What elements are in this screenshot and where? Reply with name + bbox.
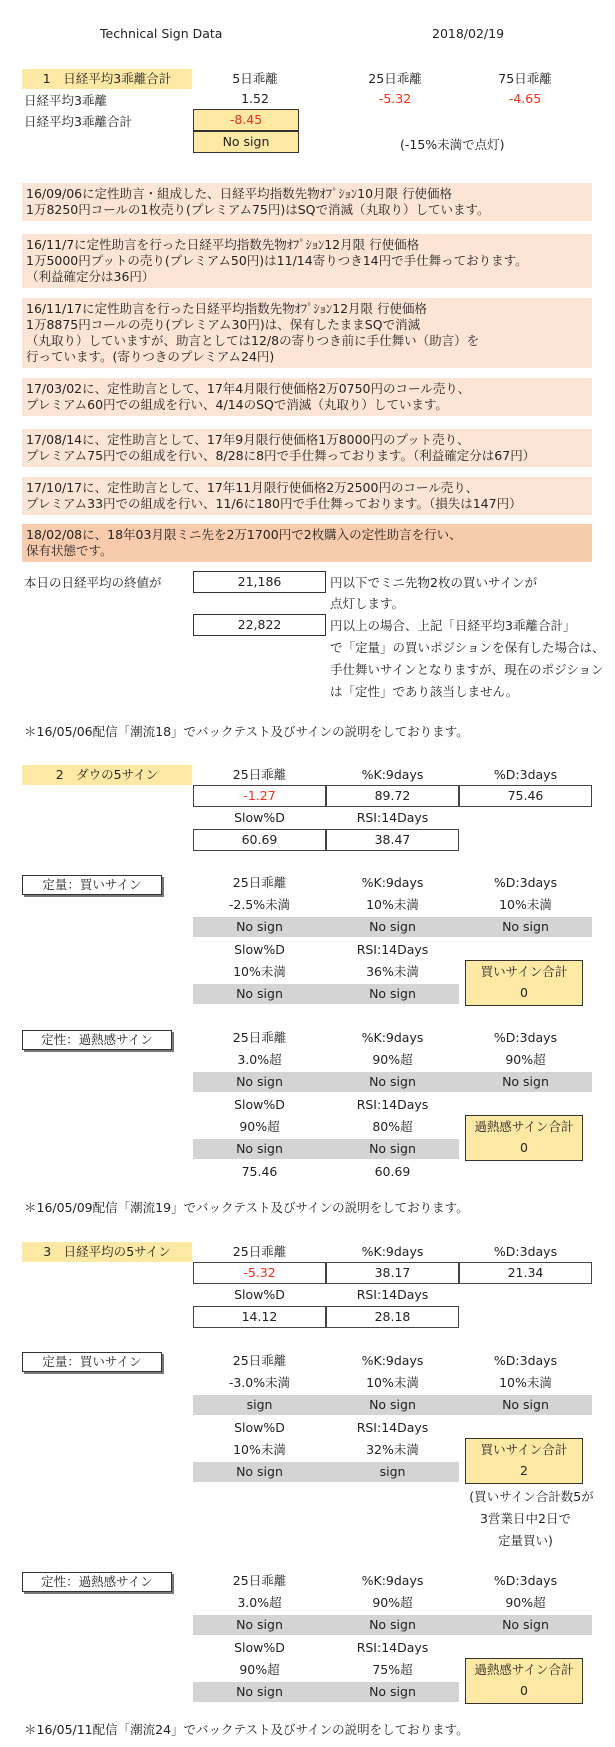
s2-over-sig-25d: No sign: [236, 1074, 283, 1089]
s3-over-total-value: 0: [520, 1683, 528, 1698]
s3-over-cond-rsi: 75%超: [372, 1662, 413, 1677]
s2-over-col-d: %D:3days: [493, 1030, 558, 1045]
s2-buy-sig-d: No sign: [502, 919, 549, 934]
s3-col-slowd: Slow%D: [234, 1287, 285, 1302]
s3-buy-cond-d: 10%未満: [499, 1375, 552, 1390]
s3-val-rsi: 28.18: [374, 1309, 411, 1324]
s3-buy-note-2: 3営業日中2日で: [480, 1511, 571, 1526]
s2-buy-col-25d: 25日乖離: [232, 875, 287, 890]
s3-val-25d: -5.32: [243, 1265, 276, 1280]
s2-buy-sig-k: No sign: [369, 919, 416, 934]
close-text-2c: 手仕舞いサインとなりますが、現在のポジション: [330, 662, 604, 677]
s3-val-k: 38.17: [374, 1265, 411, 1280]
close-reference: ＊16/05/06配信「潮流18」でバックテスト及びサインの説明をしております。: [24, 724, 469, 739]
s2-over-label: 定性：過熱感サイン: [22, 1030, 172, 1050]
s3-over-sig-k: No sign: [369, 1617, 416, 1632]
s3-val-d: 21.34: [507, 1265, 544, 1280]
s2-buy-sig-25d: No sign: [236, 919, 283, 934]
s2-buy-sig-slowd: No sign: [236, 986, 283, 1001]
s2-over-extra-slowd: 75.46: [241, 1164, 278, 1179]
s3-col-d: %D:3days: [493, 1244, 558, 1259]
s3-buy-total-label: 買いサイン合計: [480, 1442, 568, 1457]
s1-value-5d: 1.52: [241, 91, 269, 106]
s2-over-col-k: %K:9days: [361, 1030, 424, 1045]
s3-buy-col-rsi: RSI:14Days: [356, 1420, 429, 1435]
s3-col-rsi: RSI:14Days: [356, 1287, 429, 1302]
s2-buy-total: [465, 960, 583, 1006]
s1-value-75d: -4.65: [508, 91, 542, 106]
s2-over-cond-slowd: 90%超: [239, 1119, 280, 1134]
s2-col-25d: 25日乖離: [232, 767, 287, 782]
s3-over-col-k: %K:9days: [361, 1573, 424, 1588]
s2-buy-total-value: 0: [520, 985, 528, 1000]
close-label: 本日の日経平均の終値が: [24, 575, 162, 590]
s2-col-k: %K:9days: [361, 767, 424, 782]
s2-over-sig-rsi: No sign: [369, 1141, 416, 1156]
s3-over-sig-slowd: No sign: [236, 1684, 283, 1699]
close-value-2: 22,822: [193, 614, 326, 636]
s2-over-cond-25d: 3.0%超: [237, 1052, 282, 1067]
s2-buy-cond-slowd: 10%未満: [233, 964, 286, 979]
section2-heading: 2 ダウの5サイン: [22, 765, 192, 785]
s3-buy-sig-d: No sign: [502, 1397, 549, 1412]
s2-over-total-label: 過熱感サイン合計: [474, 1119, 574, 1134]
close-text-2a: 円以上の場合、上記「日経平均3乖離合計」: [330, 618, 576, 633]
s2-over-total: [465, 1115, 583, 1161]
s2-over-sig-d: No sign: [502, 1074, 549, 1089]
s3-col-25d: 25日乖離: [232, 1244, 287, 1259]
s2-over-total-value: 0: [520, 1140, 528, 1155]
close-text-1a: 円以下でミニ先物2枚の買いサインが: [330, 575, 538, 590]
s1-sum-value: -8.45: [193, 109, 299, 131]
note-item: 16/09/06に定性助言・組成した、日経平均指数先物ｵﾌﾟｼｮﾝ10月限 行使価格 1万8250円コールの1枚売り(プレミアム75円)はSQで消滅（丸取り）しています。: [22, 183, 592, 221]
s3-over-sig-25d: No sign: [236, 1617, 283, 1632]
page-date: 2018/02/19: [432, 26, 505, 41]
s2-col-slowd: Slow%D: [234, 810, 285, 825]
s2-val-k: 89.72: [374, 788, 411, 803]
s3-buy-total: [465, 1438, 583, 1484]
note-item: 18/02/08に、18年03月限ミニ先を2万1700円で2枚購入の定性助言を行い、 保有状態です。: [22, 524, 592, 562]
s2-buy-sig-rsi: No sign: [369, 986, 416, 1001]
s2-over-col-slowd: Slow%D: [234, 1097, 285, 1112]
s3-over-col-slowd: Slow%D: [234, 1640, 285, 1655]
note-item: 17/10/17に、定性助言として、17年11月限行使価格2万2500円のコール売り、 プレミアム33円での組成を行い、11/6に180円で手仕舞っております。（損失は147円）: [22, 477, 592, 515]
s3-buy-total-value: 2: [520, 1463, 528, 1478]
s3-buy-sig-25d: sign: [246, 1397, 273, 1412]
s1-col-75d: 75日乖離: [498, 71, 552, 86]
s2-buy-total-label: 買いサイン合計: [480, 964, 568, 979]
s3-col-k: %K:9days: [361, 1244, 424, 1259]
s2-buy-col-k: %K:9days: [361, 875, 424, 890]
close-text-2b: で「定量」の買いポジションを保有した場合は、: [330, 640, 605, 655]
s2-col-rsi: RSI:14Days: [356, 810, 429, 825]
s1-sign: No sign: [193, 131, 299, 153]
s1-value-25d: -5.32: [378, 91, 412, 106]
s2-buy-cond-25d: -2.5%未満: [228, 897, 291, 912]
s2-buy-cond-k: 10%未満: [366, 897, 419, 912]
s1-sum-label: 日経平均3乖離合計: [24, 114, 132, 129]
s3-buy-sig-slowd: No sign: [236, 1464, 283, 1479]
s1-col-5d: 5日乖離: [232, 71, 278, 86]
s2-over-sig-k: No sign: [369, 1074, 416, 1089]
s2-over-extra-rsi: 60.69: [374, 1164, 411, 1179]
s2-col-d: %D:3days: [493, 767, 558, 782]
s3-over-cond-d: 90%超: [505, 1595, 546, 1610]
s2-val-rsi: 38.47: [374, 832, 411, 847]
s3-over-sig-rsi: No sign: [369, 1684, 416, 1699]
s3-buy-cond-k: 10%未満: [366, 1375, 419, 1390]
s3-over-total-label: 過熱感サイン合計: [474, 1662, 574, 1677]
s3-val-slowd: 14.12: [241, 1309, 278, 1324]
s2-buy-col-d: %D:3days: [493, 875, 558, 890]
s2-over-cond-d: 90%超: [505, 1052, 546, 1067]
s3-buy-sig-k: No sign: [369, 1397, 416, 1412]
s3-reference: ＊16/05/11配信「潮流24」でバックテスト及びサインの説明をしております。: [24, 1722, 469, 1737]
s3-buy-note-3: 定量買い): [498, 1533, 553, 1548]
close-text-1b: 点灯します。: [330, 596, 405, 611]
s2-over-cond-rsi: 80%超: [372, 1119, 413, 1134]
page-title: Technical Sign Data: [100, 26, 223, 41]
note-item: 17/03/02に、定性助言として、17年4月限行使価格2万0750円のコール売り、 プレミアム60円での組成を行い、4/14のSQで消滅（丸取り）しています。: [22, 378, 592, 416]
close-value-1: 21,186: [193, 571, 326, 593]
s2-buy-col-slowd: Slow%D: [234, 942, 285, 957]
s3-over-col-25d: 25日乖離: [232, 1573, 287, 1588]
s3-over-col-rsi: RSI:14Days: [356, 1640, 429, 1655]
s3-buy-sig-rsi: sign: [379, 1464, 406, 1479]
s3-buy-col-slowd: Slow%D: [234, 1420, 285, 1435]
s2-buy-cond-rsi: 36%未満: [366, 964, 419, 979]
close-text-2d: は「定性」であり該当しません。: [330, 684, 519, 699]
s3-buy-cond-25d: -3.0%未満: [228, 1375, 291, 1390]
s2-buy-col-rsi: RSI:14Days: [356, 942, 429, 957]
s1-col-25d: 25日乖離: [368, 71, 422, 86]
s2-over-sig-slowd: No sign: [236, 1141, 283, 1156]
s2-reference: ＊16/05/09配信「潮流19」でバックテスト及びサインの説明をしております。: [24, 1200, 469, 1215]
note-item: 16/11/7に定性助言を行った日経平均指数先物ｵﾌﾟｼｮﾝ12月限 行使価格 1万5000円プットの売り(プレミアム50円)は11/14寄りつき14円で手仕舞っております。 （利益確定分は36円）: [22, 234, 592, 288]
s3-over-cond-k: 90%超: [372, 1595, 413, 1610]
s2-over-col-rsi: RSI:14Days: [356, 1097, 429, 1112]
s3-buy-cond-rsi: 32%未満: [366, 1442, 419, 1457]
s3-buy-label: 定量：買いサイン: [22, 1352, 162, 1372]
s2-buy-cond-d: 10%未満: [499, 897, 552, 912]
s3-over-total: [465, 1658, 583, 1704]
s3-buy-col-k: %K:9days: [361, 1353, 424, 1368]
s2-val-slowd: 60.69: [241, 832, 278, 847]
s2-val-d: 75.46: [507, 788, 544, 803]
s3-buy-col-25d: 25日乖離: [232, 1353, 287, 1368]
s2-over-col-25d: 25日乖離: [232, 1030, 287, 1045]
s3-over-cond-slowd: 90%超: [239, 1662, 280, 1677]
s2-val-25d: -1.27: [243, 788, 276, 803]
s3-buy-note-1: (買いサイン合計数5が: [469, 1489, 594, 1504]
section1-heading: 1 日経平均3乖離合計: [22, 69, 192, 89]
note-item: 16/11/17に定性助言を行った日経平均指数先物ｵﾌﾟｼｮﾝ12月限 行使価格 1万8875円コールの売り(プレミアム30円)は、保有したままSQで消滅 （丸取り）していますが、助言としては12/8の寄りつき前に手仕舞い（助言）を 行っています。(寄りつきのプレミアム24円): [22, 298, 592, 368]
section3-heading: 3 日経平均の5サイン: [22, 1242, 192, 1262]
s3-buy-cond-slowd: 10%未満: [233, 1442, 286, 1457]
s3-buy-col-d: %D:3days: [493, 1353, 558, 1368]
s1-row-label: 日経平均3乖離: [24, 93, 107, 108]
s2-buy-label: 定量：買いサイン: [22, 875, 162, 895]
s3-over-label: 定性：過熱感サイン: [22, 1572, 172, 1592]
note-item: 17/08/14に、定性助言として、17年9月限行使価格1万8000円のプット売り、 プレミアム75円での組成を行い、8/28に8円で手仕舞っております。（利益確定分は67円）: [22, 429, 592, 467]
s2-over-cond-k: 90%超: [372, 1052, 413, 1067]
s3-over-col-d: %D:3days: [493, 1573, 558, 1588]
s3-over-cond-25d: 3.0%超: [237, 1595, 282, 1610]
s1-sign-note: (-15%未満で点灯): [400, 137, 505, 152]
s3-over-sig-d: No sign: [502, 1617, 549, 1632]
